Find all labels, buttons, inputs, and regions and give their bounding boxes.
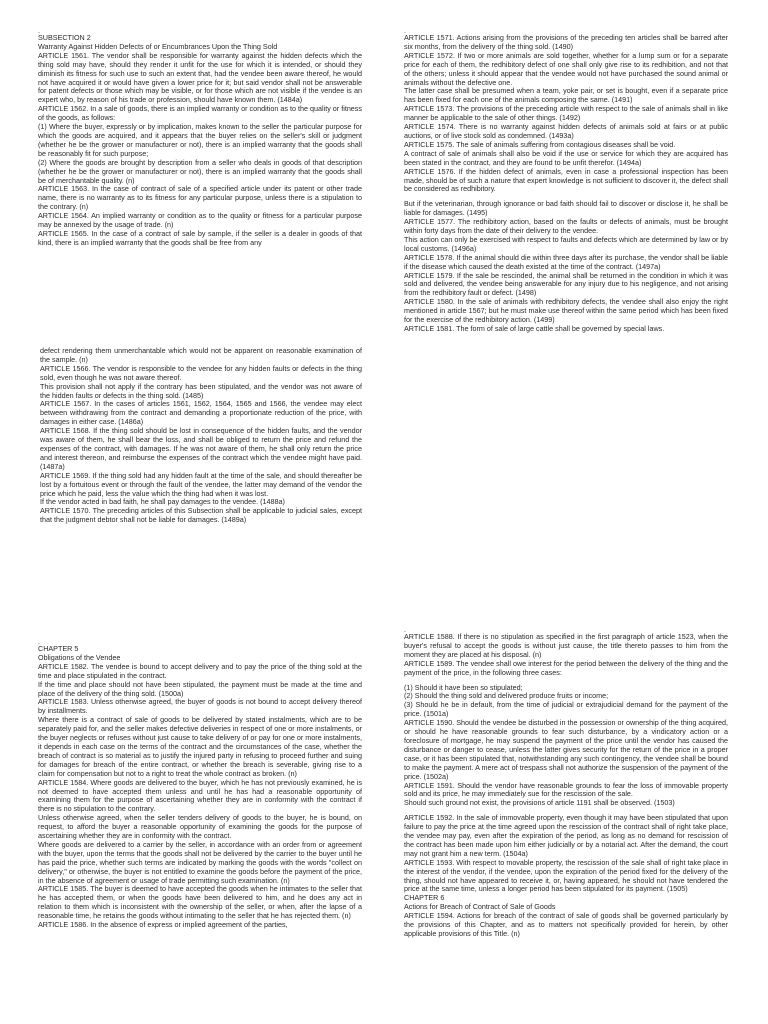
article-paragraph: ARTICLE 1592. In the sale of immovable property, even though it may have been stipulated that upon failure to pay the price at the time agreed upon the rescission of the contract shall of right take place, the vendee may pay, even after the expiration of the period, as long as no demand for rescission of the contract has been made upon him either judicially or by a notarial act. After the demand, the court may not grant him a new term. (1504a) <box>404 813 728 858</box>
article-paragraph: ARTICLE 1568. If the thing sold should be lost in consequence of the hidden faults, and the vendor was aware of them, he shall bear the loss, and shall be obliged to return the price and refund the expenses of the contract, with damages. If he was not aware of them, he shall only return the price and interest thereon, and reimburse the expenses of the contract which the vendee might have paid. (1487a) <box>40 426 362 471</box>
article-paragraph: ARTICLE 1581. The form of sale of large cattle shall be governed by special laws. <box>404 324 665 333</box>
column-bottom-left <box>38 640 362 930</box>
article-paragraph: ARTICLE 1573. The provisions of the preceding article with respect to the sale of animals shall in like manner be applicable to the sale of other things. (1492) <box>404 104 728 123</box>
page-marker: . <box>38 29 40 35</box>
article-paragraph: ARTICLE 1590. Should the vendee be disturbed in the possession or ownership of the thing acquired, or should he have reasonable grounds to fear such disturbance, by a vindicatory action or a foreclosure of mortgage, he may suspend the payment of the price until the vendor has caused the disturbance or danger to cease, unless the latter gives security for the return of the price in a proper case, or it has been stipulated that, notwithstanding any such contingency, the vendee shall be bound to make the payment. A mere act of trespass shall not authorize the suspension of the payment of the price. (1502a) <box>404 718 728 781</box>
chapter-heading: CHAPTER 5 <box>38 644 79 653</box>
list-item: (1) Should it have been so stipulated; <box>404 682 523 692</box>
article-paragraph: ARTICLE 1565. In the case of a contract of sale by sample, if the seller is a dealer in goods of that kind, there is an implied warranty that the goods shall be free from any <box>38 228 362 247</box>
chapter-subheading: Actions for Breach of Contract of Sale of Goods <box>404 902 556 912</box>
article-paragraph: ARTICLE 1567. In the cases of articles 1561, 1562, 1564, 1565 and 1566, the vendee may elect between withdrawing from the contract and demanding a proportionate reduction of the price, with damages in either case. (1486a) <box>40 399 362 427</box>
article-paragraph: ARTICLE 1570. The preceding articles of this Subsection shall be applicable to judicial sales, except that the judgment debtor shall not be liable for damages. (1489a) <box>40 506 362 525</box>
list-item: (3) Should he be in default, from the time of judicial or extrajudicial demand for the payment of the price. (1501a) <box>404 700 728 719</box>
article-paragraph: ARTICLE 1564. An implied warranty or condition as to the quality or fitness for a particular purpose may be annexed by the usage of trade. (n) <box>38 211 362 230</box>
article-paragraph: ARTICLE 1562. In a sale of goods, there is an implied warranty or condition as to the quality or fitness of the goods, as follows: <box>38 104 362 123</box>
chapter-heading: CHAPTER 6 <box>404 893 445 903</box>
article-paragraph: ARTICLE 1577. The redhibitory action, based on the faults or defects of animals, must be brought within forty days from the date of their delivery to the vendee. <box>404 217 728 236</box>
article-paragraph: ARTICLE 1594. Actions for breach of the contract of sale of goods shall be governed particularly by the provisions of this Chapter, and as to matters not specifically provided for herein, by other applicable provisions of this Title. (n) <box>404 911 728 938</box>
article-paragraph: ARTICLE 1572. If two or more animals are sold together, whether for a lump sum or for a separate price for each of them, the redhibitory defect of one shall only give rise to its redhibition, and not that of the others; unless it should appear that the vendee would not have purchased the sound animal or animals without the defective one. <box>404 50 728 87</box>
article-paragraph: ARTICLE 1582. The vendee is bound to accept delivery and to pay the price of the thing sold at the time and place stipulated in the contract. <box>38 661 362 680</box>
article-paragraph: ARTICLE 1574. There is no warranty against hidden defects of animals sold at fairs or at public auctions, or of live stock sold as condemned. (1493a) <box>404 122 728 140</box>
article-paragraph: Should such ground not exist, the provisions of article 1191 shall be observed. (1503) <box>404 798 675 808</box>
article-paragraph: A contract of sale of animals shall also be void if the use or service for which they are acquired has been stated in the contract, and they are found to be unfit therefor. (1494a) <box>404 148 728 167</box>
page-marker: . <box>404 628 406 634</box>
article-paragraph: (2) Where the goods are brought by description from a seller who deals in goods of that description (whether he be the grower or manufacturer or not), there is an implied warranty that the goods shall be of merchantable quality. (n) <box>38 157 362 185</box>
column-top-left <box>38 29 362 248</box>
article-paragraph: Where goods are delivered to a carrier by the seller, in accordance with an order from or agreement with the buyer, upon the terms that the goods shall not be delivered by the carrier to the buyer until he has paid the price, whether such terms are indicated by marking the goods with the words "collect on delivery," or otherwise, the buyer is not entitled to examine the goods before the payment of the price, in the absence of agreement or usage of trade permitting such examination. (n) <box>38 839 362 885</box>
column-top-right <box>404 29 728 334</box>
article-paragraph: ARTICLE 1589. The vendee shall owe interest for the period between the delivery of the thing and the payment of the price, in the following three cases: <box>404 658 728 677</box>
page-marker: . <box>404 29 406 35</box>
article-paragraph: ARTICLE 1584. Where goods are delivered to the buyer, which he has not previously examined, he is not deemed to have accepted them unless and until he has had a reasonable opportunity of examining them for the purpose of ascertaining whether they are in conformity with the contract if there is no stipulation to the contrary. <box>38 777 362 814</box>
article-paragraph: If the time and place should not have been stipulated, the payment must be made at the time and place of the delivery of the thing sold. (1500a) <box>38 679 362 698</box>
article-paragraph: If the vendor acted in bad faith, he shall pay damages to the vendee. (1488a) <box>40 497 285 507</box>
article-paragraph: ARTICLE 1566. The vendor is responsible to the vendee for any hidden faults or defects in the thing sold, even though he was not aware thereof. <box>40 363 362 382</box>
article-paragraph: This action can only be exercised with respect to faults and defects which are determined by law or by local customs. (1496a) <box>404 234 728 253</box>
article-paragraph: ARTICLE 1563. In the case of contract of sale of a specified article under its patent or other trade name, there is no warranty as to its fitness for any particular purpose, unless there is a stipulation to the contrary. (n) <box>38 184 362 212</box>
article-paragraph: defect rendering them unmerchantable which would not be apparent on reasonable examination of the sample. (n) <box>40 347 362 364</box>
article-paragraph: (1) Where the buyer, expressly or by implication, makes known to the seller the particular purpose for which the goods are acquired, and it appears that the buyer relies on the seller's skill or judgment (whether he be the grower or manufacturer or not), there is an implied warranty that the goods shall be reasonably fit for such purpose; <box>38 122 362 158</box>
article-paragraph: ARTICLE 1585. The buyer is deemed to have accepted the goods when he intimates to the seller that he has accepted them, or when the goods have been delivered to him, and he does any act in relation to them which is inconsistent with the ownership of the seller, or when, after the lapse of a reasonable time, he retains the goods without intimating to the seller that he has rejected them. (n) <box>38 884 362 921</box>
column-top-left-continued <box>40 347 362 525</box>
section-subheading: Warranty Against Hidden Defects of or Encumbrances Upon the Thing Sold <box>38 41 278 51</box>
list-item: (2) Should the thing sold and delivered produce fruits or income; <box>404 691 609 701</box>
article-paragraph: ARTICLE 1580. In the sale of animals with redhibitory defects, the vendee shall also enjoy the right mentioned in article 1567; but he must make use thereof within the same period which has been fixed for the exercise of the redhibitory action. (1499) <box>404 297 728 325</box>
article-paragraph: ARTICLE 1578. If the animal should die within three days after its purchase, the vendor shall be liable if the disease which caused the death existed at the time of the contract. (1497a) <box>404 252 728 271</box>
article-paragraph: This provision shall not apply if the contrary has been stipulated, and the vendor was not aware of the hidden faults or defects in the thing sold. (1485) <box>40 381 362 400</box>
article-paragraph: ARTICLE 1561. The vendor shall be responsible for warranty against the hidden defects which the thing sold may have, should they render it unfit for the use for which it is intended, or should they diminish its fitness for such use to such an extent that, had the vendee been aware thereof, he would not have acquired it or would have given a lower price for it; but said vendor shall not be answerable for patent defects or those which may be visible, or for those which are not visible if the vendee is an expert who, by reason of his trade or profession, should have known them. (1484a) <box>38 50 362 105</box>
article-paragraph: ARTICLE 1571. Actions arising from the provisions of the preceding ten articles shall be barred after six months, from the delivery of the thing sold. (1490) <box>404 33 728 51</box>
article-paragraph: ARTICLE 1588. If there is no stipulation as specified in the first paragraph of article 1523, when the buyer's refusal to accept the goods is without just cause, the title thereto passes to him from the moment they are placed at his disposal. (n) <box>404 632 728 659</box>
article-paragraph: ARTICLE 1575. The sale of animals suffering from contagious diseases shall be void. <box>404 139 676 149</box>
chapter-subheading: Obligations of the Vendee <box>38 652 121 662</box>
article-paragraph: ARTICLE 1591. Should the vendor have reasonable grounds to fear the loss of immovable property sold and its price, he may immediately sue for the rescission of the sale. <box>404 780 728 799</box>
article-paragraph: ARTICLE 1583. Unless otherwise agreed, the buyer of goods is not bound to accept delivery thereof by installments. <box>38 697 362 716</box>
article-paragraph: The latter case shall be presumed when a team, yoke pair, or set is bought, even if a separate price has been fixed for each one of the animals composing the same. (1491) <box>404 86 728 105</box>
article-paragraph: ARTICLE 1593. With respect to movable property, the rescission of the sale shall of right take place in the interest of the vendor, if the vendee, upon the expiration of the period fixed for the delivery of the thing, should not have appeared to receive it, or, having appeared, he should not have tendered the price at the same time, unless a longer period has been stipulated for its payment. (1505) <box>404 857 728 894</box>
article-paragraph: ARTICLE 1586. In the absence of express or implied agreement of the parties, <box>38 920 288 930</box>
article-paragraph: ARTICLE 1579. If the sale be rescinded, the animal shall be returned in the condition in which it was sold and delivered, the vendee being answerable for any injury due to his negligence, and not arising from the redhibitory fault or defect. (1498) <box>404 270 728 298</box>
column-bottom-right <box>404 628 728 939</box>
article-paragraph: But if the veterinarian, through ignorance or bad faith should fail to discover or disclose it, he shall be liable for damages. (1495) <box>404 199 728 218</box>
article-paragraph: ARTICLE 1569. If the thing sold had any hidden fault at the time of the sale, and should thereafter be lost by a fortuitous event or through the fault of the vendee, the latter may demand of the vendor the price which he paid, less the value which the thing had when it was lost. <box>40 470 362 498</box>
article-paragraph: Where there is a contract of sale of goods to be delivered by stated instalments, which are to be separately paid for, and the seller makes defective deliveries in respect of one or more instalments, or the buyer neglects or refuses without just cause to take delivery of or pay for one or more instalments, it depends in each case on the terms of the contract and the circumstances of the case, whether the breach of contract is so material as to justify the injured party in refusing to proceed further and suing for damages for breach of the entire contract, or whether the breach is severable, giving rise to a claim for compensation but not to a right to treat the whole contract as broken. (n) <box>38 715 362 778</box>
article-paragraph: Unless otherwise agreed, when the seller tenders delivery of goods to the buyer, he is bound, on request, to afford the buyer a reasonable opportunity of examining the goods for the purpose of ascertaining whether they are in conformity with the contract. <box>38 813 362 841</box>
page-marker: . <box>38 640 40 646</box>
article-paragraph: ARTICLE 1576. If the hidden defect of animals, even in case a professional inspection has been made, should be of such a nature that expert knowledge is not sufficient to discover it, the defect shall be considered as redhibitory. <box>404 166 728 194</box>
section-heading: SUBSECTION 2 <box>38 33 91 42</box>
